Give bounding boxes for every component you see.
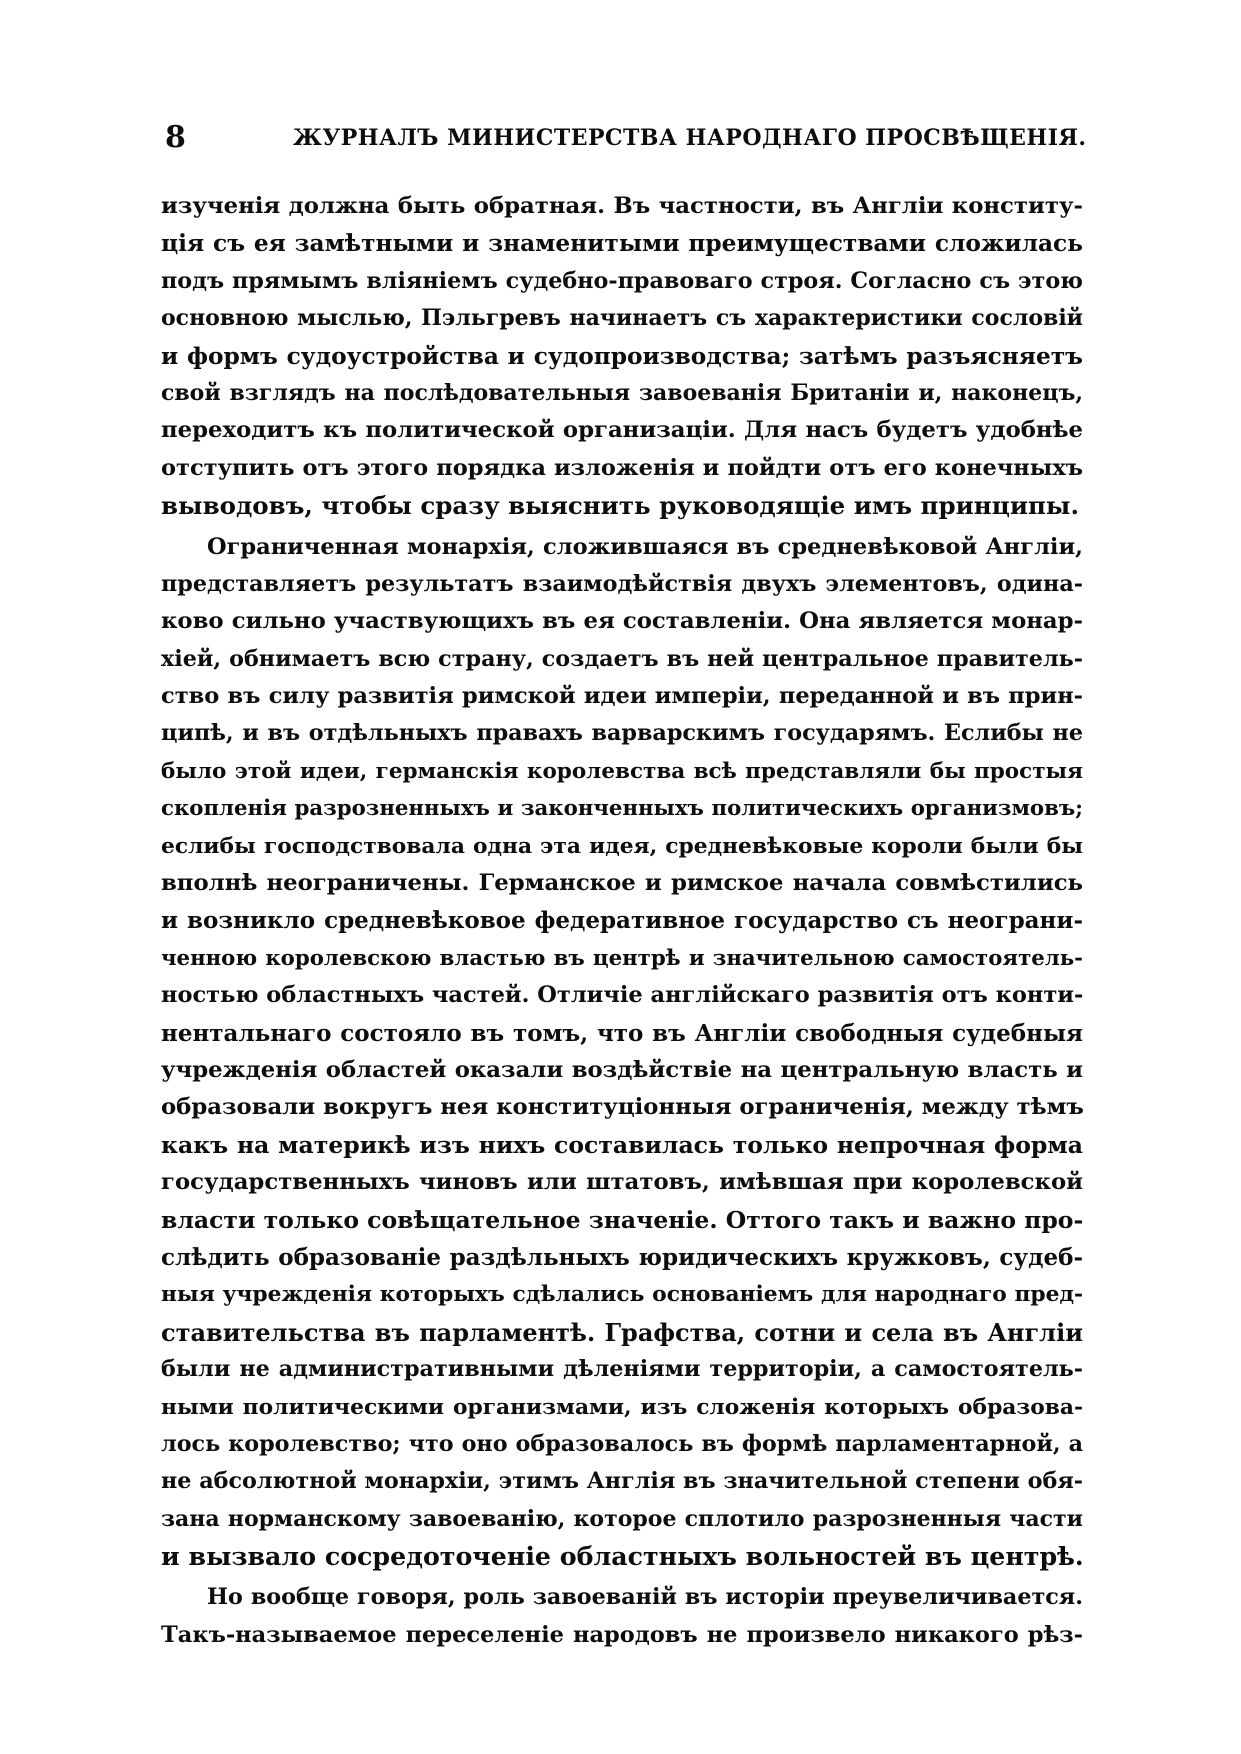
text-line: власти только совѣщательное значеніе. Оттого такъ и важно про-	[161, 1205, 1084, 1234]
text-line: хіей, обнимаетъ всю страну, создаетъ въ ней центральное правитель-	[161, 645, 1083, 672]
text-line: ностью областныхъ частей. Отличіе англійскаго развитія отъ конти-	[161, 982, 1084, 1009]
text-line: и возникло средневѣковое федеративное государство съ неограни-	[161, 907, 1083, 935]
text-line: ставительства въ парламентѣ. Графства, сотни и села въ Англіи	[161, 1317, 1083, 1347]
text-line: ныя учрежденія которыхъ сдѣлались основаніемъ для народнаго пред-	[161, 1282, 1083, 1308]
text-line: какъ на материкѣ изъ нихъ составилась только непрочная форма	[161, 1130, 1083, 1159]
text-line: государственныхъ чиновъ или штатовъ, имѣвшая при королевской	[161, 1169, 1083, 1196]
page-number: 8	[165, 120, 186, 155]
text-line: основною мыслью, Пэльгревъ начинаетъ съ характеристики сословій	[161, 305, 1083, 332]
text-line: было этой идеи, германскія королевства всѣ представляли бы простыя	[161, 758, 1083, 784]
text-line: представляетъ результатъ взаимодѣйствія двухъ элементовъ, одина-	[161, 570, 1083, 597]
text-line: были не административными дѣленіями территоріи, а самостоятель-	[161, 1356, 1083, 1383]
text-line: и формъ судоустройства и судопроизводства; затѣмъ разъясняетъ	[161, 342, 1083, 370]
text-line: ципѣ, и въ отдѣльныхъ правахъ варварскимъ государямъ. Еслибы не	[161, 720, 1083, 747]
text-line: слѣдить образованіе раздѣльныхъ юридическихъ кружковъ, судеб-	[161, 1243, 1083, 1271]
text-line: образовали вокругъ нея конституціонныя ограниченія, между тѣмъ	[161, 1094, 1084, 1121]
page-header	[160, 118, 1087, 158]
paragraph-first-line: Ограниченная монархія, сложившаяся въ средневѣковой Англіи,	[207, 533, 1083, 560]
paragraph-first-line: Но вообще говоря, роль завоеваній въ исторіи преувеличивается.	[207, 1584, 1083, 1611]
text-line: вполнѣ неограничены. Германское и римское начала совмѣстились	[161, 870, 1083, 897]
text-line: свой взглядъ на послѣдовательныя завоеванія Британіи и, наконецъ,	[161, 379, 1083, 406]
text-line: зана норманскому завоеванію, которое сплотило разрозненныя части	[161, 1505, 1083, 1532]
text-line: лось королевство; что оно образовалось въ формѣ парламентарной, а	[161, 1430, 1083, 1457]
text-line: отступить отъ этого порядка изложенія и пойдти отъ его конечныхъ	[161, 454, 1083, 481]
text-line: не абсолютной монархіи, этимъ Англія въ значительной степени обя-	[161, 1468, 1083, 1495]
text-line: ція съ ея замѣтными и знаменитыми преимуществами сложилась	[161, 230, 1083, 258]
text-line: переходитъ къ политической организаціи. Для насъ будетъ удобнѣе	[161, 417, 1083, 444]
text-line: выводовъ, чтобы сразу выяснить руководящіе имъ принципы.	[161, 491, 1080, 521]
text-line: и вызвало сосредоточеніе областныхъ вольностей въ центрѣ.	[161, 1541, 1084, 1572]
text-line: Такъ-называемое переселеніе народовъ не произвело никакого рѣз-	[161, 1621, 1083, 1648]
text-line: ными политическими организмами, изъ сложенія которыхъ образова-	[161, 1394, 1083, 1420]
text-line: еслибы господствовала одна эта идея, средневѣковые короли были бы	[161, 833, 1083, 859]
text-line: нентальнаго состояло въ томъ, что въ Англіи свободныя судебныя	[161, 1019, 1083, 1047]
text-line: ково сильно участвующихъ въ ея составленіи. Она является монар-	[161, 608, 1083, 635]
running-title: ЖУРНАЛЪ МИНИСТЕРСТВА НАРОДНАГО ПРОСВѢЩЕНІЯ.	[293, 125, 1087, 151]
text-line: скопленія разрозненныхъ и законченныхъ политическихъ организмовъ;	[161, 796, 1083, 822]
body-text	[161, 188, 1083, 1654]
text-line: учрежденія областей оказали воздѣйствіе на центральную власть и	[161, 1056, 1083, 1083]
text-line: подъ прямымъ вліяніемъ судебно-правоваго строя. Согласно съ этою	[161, 267, 1083, 294]
text-line: ченною королевскою властью въ центрѣ и значительною самостоятель-	[161, 945, 1083, 971]
text-line: изученія должна быть обратная. Въ частности, въ Англіи конститу-	[161, 193, 1083, 219]
text-line: ство въ силу развитія римской идеи имперіи, переданной и въ прин-	[161, 683, 1083, 710]
